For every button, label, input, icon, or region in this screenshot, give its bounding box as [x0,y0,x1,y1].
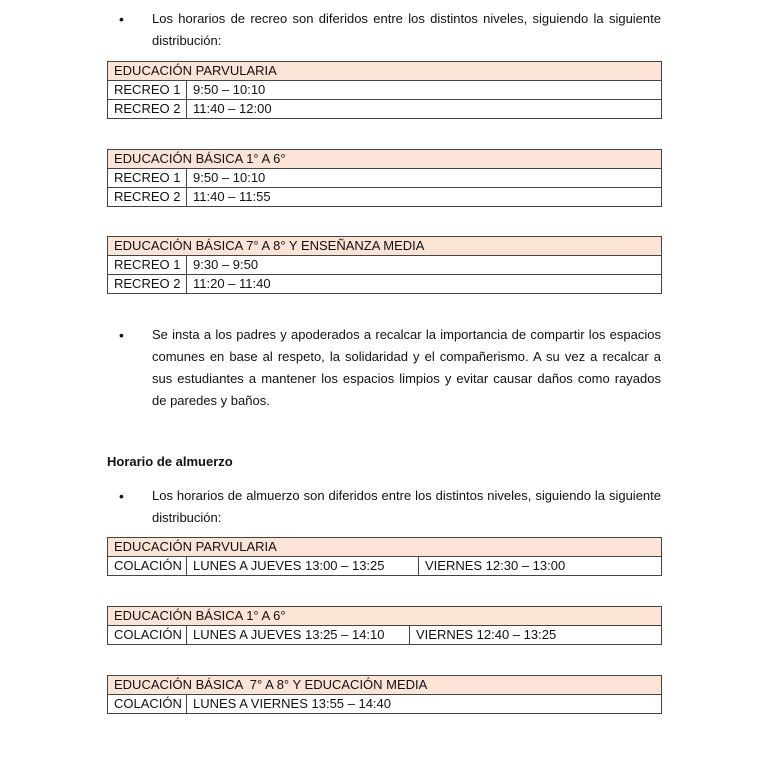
table-row [108,100,662,119]
table-row [108,275,662,294]
table-title: EDUCACIÓN BÁSICA 7° A 8° Y EDUCACIÓN MEDIA [108,676,662,695]
table-row [108,626,662,645]
bullet-icon [119,324,124,347]
table-title: EDUCACIÓN BÁSICA 1° A 6° [108,150,662,169]
table-row [108,188,662,207]
almuerzo-table-basica-7-8-media [107,675,662,714]
colacion-label: COLACIÓN [108,557,187,576]
friday-time: VIERNES 12:40 – 13:25 [410,626,662,645]
colacion-label: COLACIÓN [108,626,187,645]
table-row [108,169,662,188]
table-row [108,81,662,100]
friday-time: VIERNES 12:30 – 13:00 [419,557,662,576]
weekday-time: LUNES A VIERNES 13:55 – 14:40 [187,695,662,714]
recreo-time: 11:20 – 11:40 [187,275,662,294]
table-row [108,256,662,275]
recreo-label: RECREO 2 [108,275,187,294]
almuerzo-heading: Horario de almuerzo [107,454,233,469]
almuerzo-table-basica-1-6 [107,606,662,645]
table-row [108,557,662,576]
recreo-label: RECREO 2 [108,100,187,119]
almuerzo-intro-text: Los horarios de almuerzo son diferidos entre los distintos niveles, siguiendo la siguiente distribución: [152,488,661,525]
weekday-time: LUNES A JUEVES 13:25 – 14:10 [187,626,410,645]
colacion-label: COLACIÓN [108,695,187,714]
table-title: EDUCACIÓN BÁSICA 1° A 6° [108,607,662,626]
recreo-intro-bullet [124,8,661,52]
recreo-table-parvularia [107,61,662,119]
table-title: EDUCACIÓN PARVULARIA [108,62,662,81]
bullet-icon [119,485,124,508]
recreo-table-basica-7-8-media [107,236,662,294]
recreo-note-bullet [124,324,661,412]
table-row [108,695,662,714]
table-title: EDUCACIÓN BÁSICA 7° A 8° Y ENSEÑANZA MEDIA [108,237,662,256]
almuerzo-intro-bullet [124,485,661,529]
almuerzo-table-parvularia [107,537,662,576]
recreo-time: 9:50 – 10:10 [187,81,662,100]
recreo-label: RECREO 1 [108,169,187,188]
recreo-time: 11:40 – 11:55 [187,188,662,207]
table-title: EDUCACIÓN PARVULARIA [108,538,662,557]
recreo-label: RECREO 1 [108,256,187,275]
recreo-label: RECREO 1 [108,81,187,100]
recreo-time: 9:50 – 10:10 [187,169,662,188]
recreo-time: 9:30 – 9:50 [187,256,662,275]
recreo-intro-text: Los horarios de recreo son diferidos entre los distintos niveles, siguiendo la siguiente distribución: [152,11,661,48]
recreo-note-text: Se insta a los padres y apoderados a recalcar la importancia de compartir los espacios comunes en base al respeto, la solidaridad y el compañerismo. A su vez a recalcar a sus estudiantes a mantener los espacios limpios y evitar causar daños como rayados de paredes y baños. [152,327,661,408]
recreo-table-basica-1-6 [107,149,662,207]
recreo-label: RECREO 2 [108,188,187,207]
recreo-time: 11:40 – 12:00 [187,100,662,119]
bullet-icon [119,8,124,31]
weekday-time: LUNES A JUEVES 13:00 – 13:25 [187,557,419,576]
